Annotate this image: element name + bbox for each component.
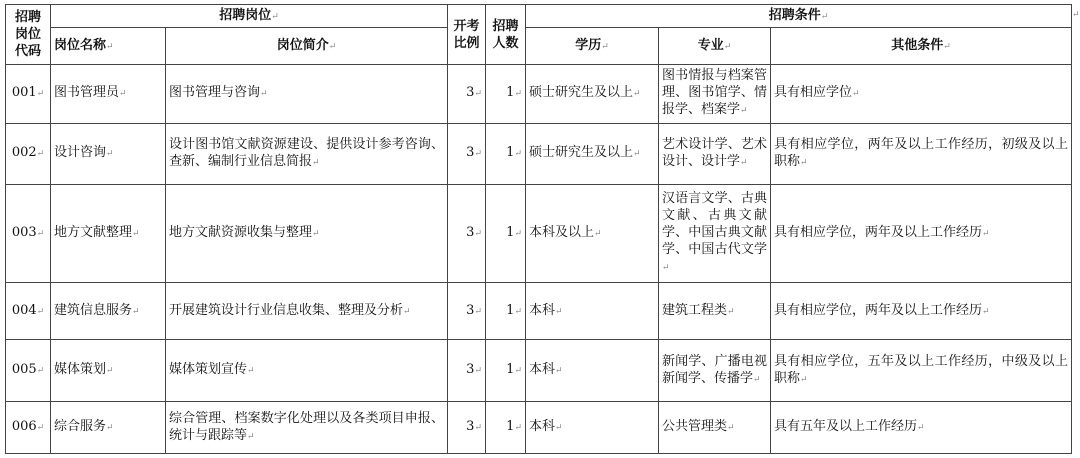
paragraph-mark-icon: ↵ xyxy=(982,306,990,317)
paragraph-mark-icon: ↵ xyxy=(474,366,482,377)
paragraph-mark-icon: ↵ xyxy=(474,229,482,240)
row-post-name: 媒体策划↵ xyxy=(51,340,166,402)
paragraph-mark-icon: ↵ xyxy=(727,423,735,434)
paragraph-mark-icon: ↵ xyxy=(514,149,522,160)
row-ratio: 3↵ xyxy=(448,184,486,283)
row-other: 具有相应学位，两年及以上工作经历，初级及以上职称↵ xyxy=(771,123,1072,184)
table-row xyxy=(6,340,1072,402)
row-count: 1↵ xyxy=(486,65,526,124)
paragraph-mark-icon: ↵ xyxy=(260,89,268,100)
table-row xyxy=(6,123,1072,184)
paragraph-mark-icon: ↵ xyxy=(555,366,563,377)
row-education: 本科↵ xyxy=(526,402,659,454)
row-count: 1↵ xyxy=(486,123,526,184)
header-education: 学历↵ xyxy=(526,28,659,65)
row-post-name: 地方文献整理↵ xyxy=(51,184,166,283)
paragraph-mark-icon: ↵ xyxy=(514,366,522,377)
paragraph-mark-icon: ↵ xyxy=(723,41,732,52)
row-education: 本科↵ xyxy=(526,340,659,402)
paragraph-mark-icon: ↵ xyxy=(633,89,641,100)
paragraph-mark-icon: ↵ xyxy=(328,41,337,52)
paragraph-mark-icon: ↵ xyxy=(36,366,45,377)
paragraph-mark-icon: ↵ xyxy=(727,306,735,317)
header-post-group: 招聘岗位↵ xyxy=(51,5,448,28)
table-row xyxy=(6,65,1072,124)
row-other: 具有相应学位，两年及以上工作经历↵ xyxy=(771,283,1072,340)
paragraph-mark-icon: ↵ xyxy=(312,157,320,168)
row-count: 1↵ xyxy=(486,340,526,402)
paragraph-mark-icon: ↵ xyxy=(1072,10,1080,20)
header-post-desc: 岗位简介↵ xyxy=(166,28,448,65)
recruitment-table xyxy=(5,4,1072,454)
row-ratio: 3↵ xyxy=(448,65,486,124)
paragraph-mark-icon: ↵ xyxy=(403,306,411,317)
paragraph-mark-icon: ↵ xyxy=(753,374,761,385)
paragraph-mark-icon: ↵ xyxy=(917,423,925,434)
row-major: 艺术设计学、艺术设计、设计学↵ xyxy=(659,123,771,184)
paragraph-mark-icon: ↵ xyxy=(36,423,45,434)
header-other: 其他条件↵ xyxy=(771,28,1072,65)
row-count: 1↵ xyxy=(486,184,526,283)
paragraph-mark-icon: ↵ xyxy=(740,157,748,168)
paragraph-mark-icon: ↵ xyxy=(514,229,522,240)
row-count: 1↵ xyxy=(486,402,526,454)
row-education: 本科↵ xyxy=(526,283,659,340)
header-code: 招聘岗位代码 xyxy=(6,5,51,65)
header-major: 专业↵ xyxy=(659,28,771,65)
paragraph-mark-icon: ↵ xyxy=(633,149,641,160)
row-code: 001↵ xyxy=(6,65,51,124)
row-post-name: 设计咨询↵ xyxy=(51,123,166,184)
paragraph-mark-icon: ↵ xyxy=(474,149,482,160)
paragraph-mark-icon: ↵ xyxy=(514,306,522,317)
row-post-desc: 开展建筑设计行业信息收集、整理及分析↵ xyxy=(166,283,448,340)
paragraph-mark-icon: ↵ xyxy=(132,229,140,240)
paragraph-mark-icon: ↵ xyxy=(820,11,829,22)
paragraph-mark-icon: ↵ xyxy=(119,89,127,100)
paragraph-mark-icon: ↵ xyxy=(312,229,320,240)
paragraph-mark-icon: ↵ xyxy=(474,306,482,317)
paragraph-mark-icon: ↵ xyxy=(36,306,45,317)
paragraph-mark-icon: ↵ xyxy=(800,157,808,168)
row-code: 004↵ xyxy=(6,283,51,340)
paragraph-mark-icon: ↵ xyxy=(36,89,45,100)
paragraph-mark-icon: ↵ xyxy=(106,423,114,434)
row-ratio: 3↵ xyxy=(448,123,486,184)
paragraph-mark-icon: ↵ xyxy=(132,306,140,317)
paragraph-mark-icon: ↵ xyxy=(594,229,602,240)
paragraph-mark-icon: ↵ xyxy=(555,423,563,434)
paragraph-mark-icon: ↵ xyxy=(555,306,563,317)
row-code: 006↵ xyxy=(6,402,51,454)
paragraph-mark-icon: ↵ xyxy=(662,263,670,274)
row-post-name: 建筑信息服务↵ xyxy=(51,283,166,340)
table-row xyxy=(6,184,1072,283)
row-major: 公共管理类↵ xyxy=(659,402,771,454)
header-count: 招聘人数 xyxy=(486,5,526,65)
paragraph-mark-icon: ↵ xyxy=(514,89,522,100)
header-ratio: 开考比例 xyxy=(448,5,486,65)
row-other: 具有相应学位，两年及以上工作经历↵ xyxy=(771,184,1072,283)
paragraph-mark-icon: ↵ xyxy=(474,423,482,434)
row-post-desc: 设计图书馆文献资源建设、提供设计参考咨询、查新、编制行业信息简报↵ xyxy=(166,123,448,184)
row-ratio: 3↵ xyxy=(448,402,486,454)
row-other: 具有五年及以上工作经历↵ xyxy=(771,402,1072,454)
paragraph-mark-icon: ↵ xyxy=(474,89,482,100)
row-ratio: 3↵ xyxy=(448,340,486,402)
row-education: 硕士研究生及以上↵ xyxy=(526,65,659,124)
row-other: 具有相应学位↵ xyxy=(771,65,1072,124)
row-education: 硕士研究生及以上↵ xyxy=(526,123,659,184)
row-major: 建筑工程类↵ xyxy=(659,283,771,340)
row-post-name: 图书管理员↵ xyxy=(51,65,166,124)
header-post-name: 岗位名称↵ xyxy=(51,28,166,65)
row-other: 具有相应学位，五年及以上工作经历，中级及以上职称↵ xyxy=(771,340,1072,402)
table-row xyxy=(6,283,1072,340)
paragraph-mark-icon: ↵ xyxy=(800,374,808,385)
row-major: 汉语言文学、古典文献、古典文献学、中国古典文献学、中国古代文学↵ xyxy=(659,184,771,283)
row-count: 1↵ xyxy=(486,283,526,340)
row-post-name: 综合服务↵ xyxy=(51,402,166,454)
table-row xyxy=(6,402,1072,454)
row-code: 003↵ xyxy=(6,184,51,283)
paragraph-mark-icon: ↵ xyxy=(247,431,255,442)
header-conditions-group: 招聘条件↵ xyxy=(526,5,1072,28)
row-code: 005↵ xyxy=(6,340,51,402)
paragraph-mark-icon: ↵ xyxy=(36,229,45,240)
paragraph-mark-icon: ↵ xyxy=(514,423,522,434)
paragraph-mark-icon: ↵ xyxy=(740,106,748,117)
row-post-desc: 媒体策划宣传↵ xyxy=(166,340,448,402)
paragraph-mark-icon: ↵ xyxy=(852,89,860,100)
paragraph-mark-icon: ↵ xyxy=(106,366,114,377)
row-ratio: 3↵ xyxy=(448,283,486,340)
paragraph-mark-icon: ↵ xyxy=(271,11,279,22)
row-code: 002↵ xyxy=(6,123,51,184)
row-post-desc: 综合管理、档案数字化处理以及各类项目申报、统计与跟踪等↵ xyxy=(166,402,448,454)
paragraph-mark-icon: ↵ xyxy=(36,149,45,160)
paragraph-mark-icon: ↵ xyxy=(106,41,114,52)
row-major: 图书情报与档案管理、图书馆学、情报学、档案学↵ xyxy=(659,65,771,124)
paragraph-mark-icon: ↵ xyxy=(982,229,990,240)
row-post-desc: 地方文献资源收集与整理↵ xyxy=(166,184,448,283)
row-education: 本科及以上↵ xyxy=(526,184,659,283)
paragraph-mark-icon: ↵ xyxy=(247,366,255,377)
paragraph-mark-icon: ↵ xyxy=(943,41,951,52)
row-major: 新闻学、广播电视新闻学、传播学↵ xyxy=(659,340,771,402)
paragraph-mark-icon: ↵ xyxy=(601,41,609,52)
paragraph-mark-icon: ↵ xyxy=(106,149,114,160)
row-post-desc: 图书管理与咨询↵ xyxy=(166,65,448,124)
